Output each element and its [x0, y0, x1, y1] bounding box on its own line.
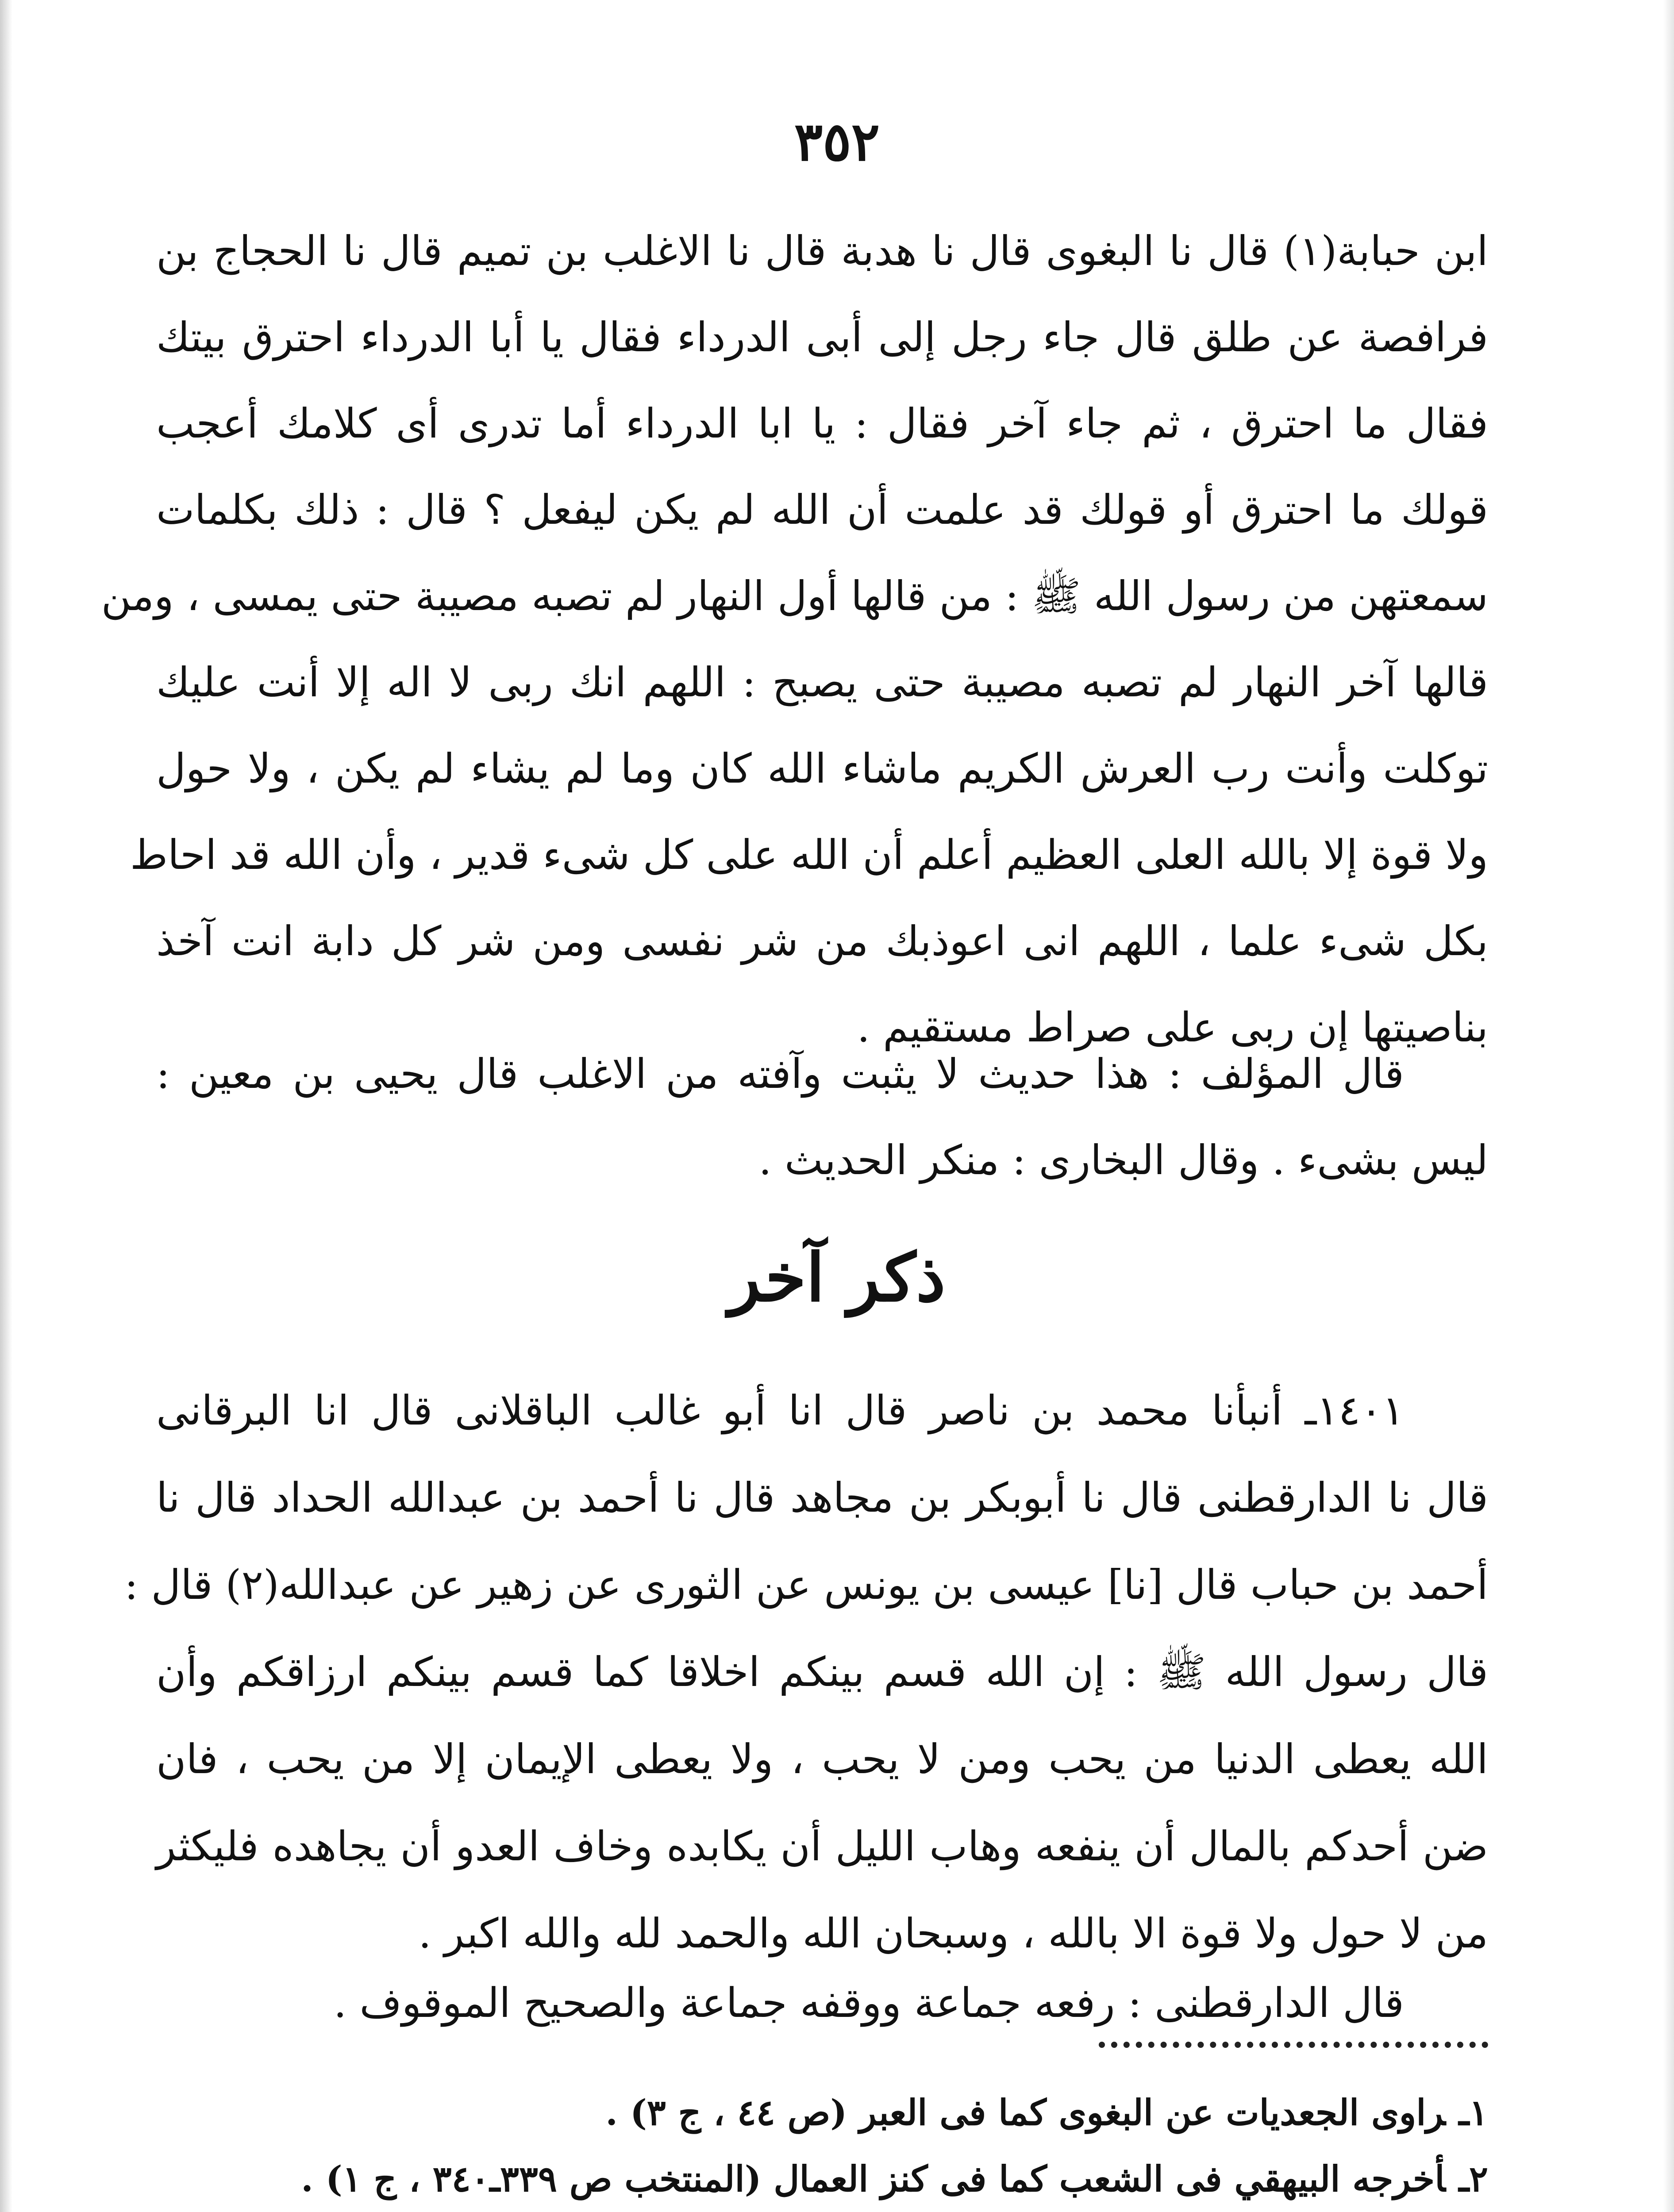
daraqutni-comment — [156, 1960, 1488, 2046]
text-line: توكلت وأنت رب العرش الكريم ماشاء الله كان وما لم يشاء لم يكن ، ولا حول — [156, 745, 1488, 792]
text-line: فقال ما احترق ، ثم جاء آخر فقال : يا ابا الدرداء أما تدرى أى كلامك أعجب — [156, 400, 1488, 447]
text-line: من لا حول ولا قوة الا بالله ، وسبحان الله والحمد لله والله اكبر . — [418, 1910, 1488, 1957]
text-line: ولا قوة إلا بالله العلى العظيم أعلم أن الله على كل شىء قدير ، وأن الله قد احاط — [130, 831, 1488, 879]
comment-line: ليس بشىء . وقال البخارى : منكر الحديث . — [758, 1137, 1488, 1184]
comment-line: قال المؤلف : هذا حديث لا يثبت وآفته من الاغلب قال يحيى بن معين : — [156, 1050, 1404, 1098]
footnote-number: ٢ـ — [1458, 2158, 1488, 2200]
footnote-text: أخرجه البيهقي فى الشعب كما فى كنز العمال (المنتخب ص ٣٣٩ـ٣٤٠ ، ج ١) . — [301, 2158, 1446, 2200]
page-number: ٣٥٢ — [794, 111, 880, 173]
page-shadow-left — [0, 0, 12, 2212]
author-comment — [156, 1031, 1488, 1203]
text-line: بكل شىء علما ، اللهم انى اعوذبك من شر نفسى ومن شر كل دابة انت آخذ — [156, 918, 1488, 965]
footnote-number: ١ـ — [1458, 2092, 1488, 2133]
text-line: سمعتهن من رسول الله ﷺ : من قالها أول النهار لم تصبه مصيبة حتى يمسى ، ومن — [101, 572, 1488, 620]
text-line: ابن حبابة(١) قال نا البغوى قال نا هدبة قال نا الاغلب بن تميم قال نا الحجاج بن — [156, 227, 1488, 275]
hadith-text-2 — [124, 1367, 1488, 1977]
text-line: الله يعطى الدنيا من يحب ومن لا يحب ، ولا يعطى الإيمان إلا من يحب ، فان — [156, 1736, 1488, 1783]
text-line: ضن أحدكم بالمال أن ينفعه وهاب الليل أن يكابده وخاف العدو أن يجاهده فليكثر — [156, 1823, 1488, 1870]
hadith-text-1 — [101, 208, 1488, 1071]
text-line: أحمد بن حباب قال [نا] عيسى بن يونس عن الثورى عن زهير عن عبدالله(٢) قال : — [124, 1561, 1488, 1609]
footnote-2 — [156, 2146, 1488, 2212]
text-line: ١٤٠١ـ أنبأنا محمد بن ناصر قال انا أبو غالب الباقلانى قال انا البرقانى — [156, 1387, 1404, 1434]
text-line: قال نا الدارقطنى قال نا أبوبكر بن مجاهد قال نا أحمد بن عبدالله الحداد قال نا — [156, 1474, 1488, 1521]
text-line: بناصيتها إن ربى على صراط مستقيم . — [857, 1004, 1488, 1051]
text-line: فرافصة عن طلق قال جاء رجل إلى أبى الدرداء فقال يا أبا الدرداء احترق بيتك — [156, 314, 1488, 361]
text-line: قال رسول الله ﷺ : إن الله قسم بينكم اخلاقا كما قسم بينكم ارزاقكم وأن — [156, 1648, 1488, 1696]
section-heading: ذكر آخر — [728, 1239, 946, 1317]
footnotes — [156, 2079, 1488, 2212]
footnote-text: راوى الجعديات عن البغوى كما فى العبر (ص ٤٤ ، ج ٣) . — [605, 2092, 1446, 2133]
footnote-1 — [156, 2079, 1488, 2146]
footnote-separator — [1099, 2042, 1488, 2048]
page-shadow-right — [1663, 0, 1674, 2212]
text-line: قولك ما احترق أو قولك قد علمت أن الله لم يكن ليفعل ؟ قال : ذلك بكلمات — [156, 486, 1488, 534]
comment-line: قال الدارقطنى : رفعه جماعة ووقفه جماعة والصحيح الموقوف . — [334, 1979, 1404, 2027]
text-line: قالها آخر النهار لم تصبه مصيبة حتى يصبح : اللهم انك ربى لا اله إلا أنت عليك — [156, 659, 1488, 706]
